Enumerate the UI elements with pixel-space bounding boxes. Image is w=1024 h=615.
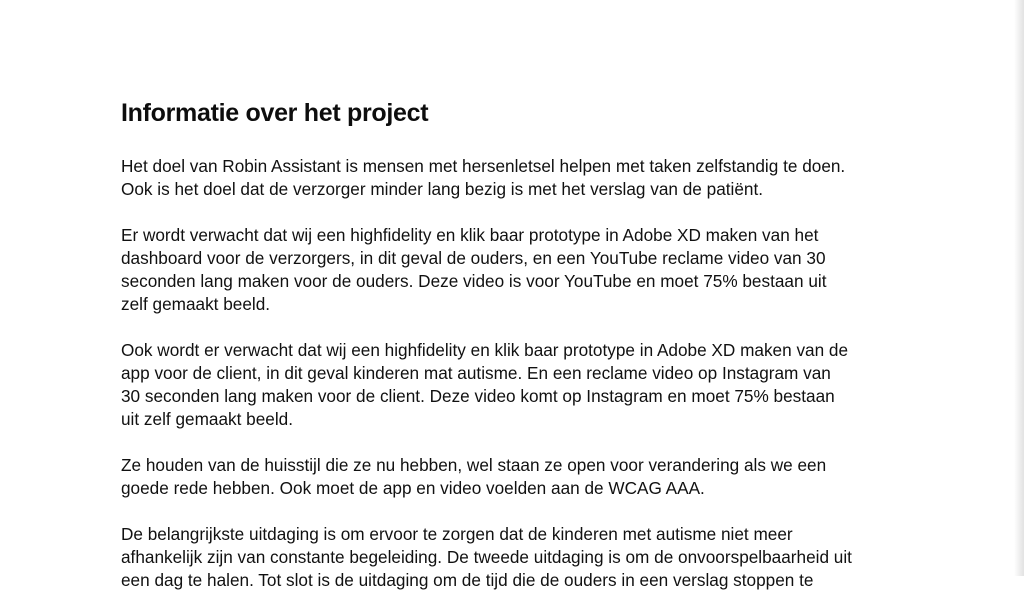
text-line: Het doel van Robin Assistant is mensen met hersenletsel helpen met taken zelfstandig te doen. [121, 156, 846, 176]
text-line: Ze houden van de huisstijl die ze nu hebben, wel staan ze open voor verandering als we een [121, 455, 827, 475]
page-title: Informatie over het project [121, 99, 429, 127]
text-line: Ook is het doel dat de verzorger minder lang bezig is met het verslag van de patiënt. [121, 179, 764, 199]
text-line: Ook wordt er verwacht dat wij een highfidelity en klik baar prototype in Adobe XD maken van de [121, 340, 849, 360]
text-line: Er wordt verwacht dat wij een highfidelity en klik baar prototype in Adobe XD maken van het [121, 225, 819, 245]
text-line: goede rede hebben. Ook moet de app en video voelden aan de WCAG AAA. [121, 478, 705, 498]
text-line: seconden lang maken voor de ouders. Deze video is voor YouTube en moet 75% bestaan uit [121, 271, 827, 291]
document-content [121, 97, 921, 615]
text-line: uit zelf gemaakt beeld. [121, 409, 293, 429]
text-line: 30 seconden lang maken voor de client. Deze video komt op Instagram en moet 75% bestaan [121, 386, 835, 406]
paragraph [121, 155, 921, 201]
paragraph [121, 339, 921, 431]
text-line: zelf gemaakt beeld. [121, 294, 271, 314]
paragraph [121, 224, 921, 316]
paragraph [121, 523, 921, 592]
text-line: dashboard voor de verzorgers, in dit geval de ouders, en een YouTube reclame video van 30 [121, 248, 826, 268]
text-line: app voor de client, in dit geval kinderen mat autisme. En een reclame video op Instagram van [121, 363, 831, 383]
text-line: afhankelijk zijn van constante begeleiding. De tweede uitdaging is om de onvoorspelbaarheid uit [121, 547, 852, 567]
text-line: De belangrijkste uitdaging is om ervoor te zorgen dat de kinderen met autisme niet meer [121, 524, 793, 544]
text-line: een dag te halen. Tot slot is de uitdaging om de tijd die de ouders in een verslag stoppen te [121, 570, 814, 590]
paragraph [121, 454, 921, 500]
page-edge-shadow [1014, 0, 1024, 576]
